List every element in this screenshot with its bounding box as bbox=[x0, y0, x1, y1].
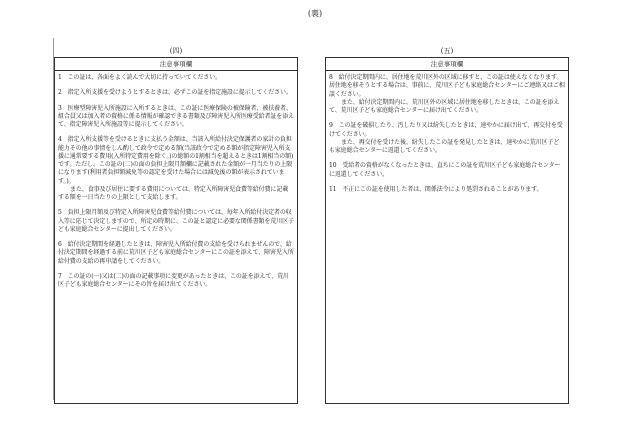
note-text: 4 指定入所支援等を受けるときに支払う金額は、当該入所給付決定保護者の家計の負担能力その他の事情をしん酌して政令で定める額(当該政令で定める額が指定障害児入所支援に通常要する費用(入所特定費用を除く。)の総額の1割相当を超えるときは1割相当の額)です。ただし、この証の(二)の面の負担上限月額欄に記載された金額が一月当たりの上限になります(利用者負担額減免等の認定を受けた場合には減免後の額が表示されています。)。 bbox=[58, 136, 294, 185]
notes-heading: 注意事項欄 bbox=[55, 58, 297, 71]
note-text: 8 給付決定期間内に、居住地を荒川区外の区域に移すと、この証は使えなくなります。居住地を移そうとする場合は、事前に、荒川区子ども家庭総合センターにご連絡又はご相談ください。 bbox=[329, 74, 565, 98]
page-side-label: (裏) bbox=[307, 9, 323, 18]
notes-list bbox=[55, 71, 297, 289]
note-text: 11 不正にこの証を使用した者は、関係法令により処罰されることがあります。 bbox=[329, 185, 543, 193]
panel-caption: (五) bbox=[440, 47, 454, 55]
note-text: 1 この証は、各面をよく読んで大切に持っていてください。 bbox=[58, 74, 222, 81]
note-text: 7 この証の(一)又は(二)の面の記載事項に変更があったときは、この証を添えて、荒川区子ども家庭総合センターにその旨を届け出てください。 bbox=[58, 272, 289, 288]
note-item bbox=[58, 89, 294, 97]
notes-box bbox=[325, 57, 569, 404]
note-item bbox=[58, 136, 294, 202]
note-text: 2 指定入所支援を受けようとするときは、必ずこの証を指定施設に提示してください。 bbox=[58, 89, 292, 97]
note-text: 9 この証を破損したり、汚したり又は紛失したときは、速やかに届け出て、再交付を受けてください。 bbox=[329, 122, 563, 138]
note-text: 10 受給者の資格がなくなったときは、直ちにこの証を荒川区子ども家庭総合センターに返還してください。 bbox=[329, 162, 561, 178]
note-subtext: また、再交付を受けた後、紛失したこの証を発見したときは、速やかに荒川区子ども家庭総合センターに返還してください。 bbox=[329, 138, 560, 154]
note-subtext: また、給付決定期間内に、荒川区外の区域に居住地を移したときは、この証を添えて、荒川区子ども家庭総合センターに届け出てください。 bbox=[329, 98, 560, 114]
note-item bbox=[329, 122, 565, 155]
note-subtext: また、食事及び居住に要する費用については、特定入所障害児食費等給付費に記載する額を一日当たりの上限として支給します。 bbox=[58, 185, 289, 201]
note-item bbox=[58, 74, 294, 82]
note-item bbox=[58, 273, 294, 290]
notes-list bbox=[326, 71, 568, 194]
note-item bbox=[329, 74, 565, 115]
panel-five bbox=[325, 46, 569, 404]
notes-box bbox=[54, 57, 298, 404]
note-text: 5 負担上限月額及び特定入所障害児食費等給付費については、毎年入所給付決定者の収入等に応じて決定しますので、所定の時期に、この証と認定に必要な関係書類を荒川区子ども家庭総合センターに提出してください。 bbox=[58, 209, 294, 233]
note-item bbox=[329, 186, 565, 194]
note-item bbox=[58, 209, 294, 234]
note-text: 3 医療型障害児入所施設に入所するときは、この証に医療保険の被保険者、被扶養者、組合員又は加入者の資格に係る情報が確認できる書類及び障害児入所医療受給者証を添えて、指定障害児入所施設等に提示してください。 bbox=[58, 104, 295, 128]
note-item bbox=[58, 105, 294, 130]
note-item bbox=[329, 162, 565, 179]
panel-caption: (四) bbox=[169, 47, 183, 55]
panel-four bbox=[54, 46, 298, 404]
note-text: 6 給付決定期間を経過したときは、障害児入所給付費の支給を受けられませんので、給付決定期間を経過する前に荒川区子ども家庭総合センターにこの証を添えて、障害児入所給付費の支給の再申請をしてください。 bbox=[58, 241, 294, 265]
note-item bbox=[58, 241, 294, 266]
notes-heading: 注意事項欄 bbox=[326, 58, 568, 71]
